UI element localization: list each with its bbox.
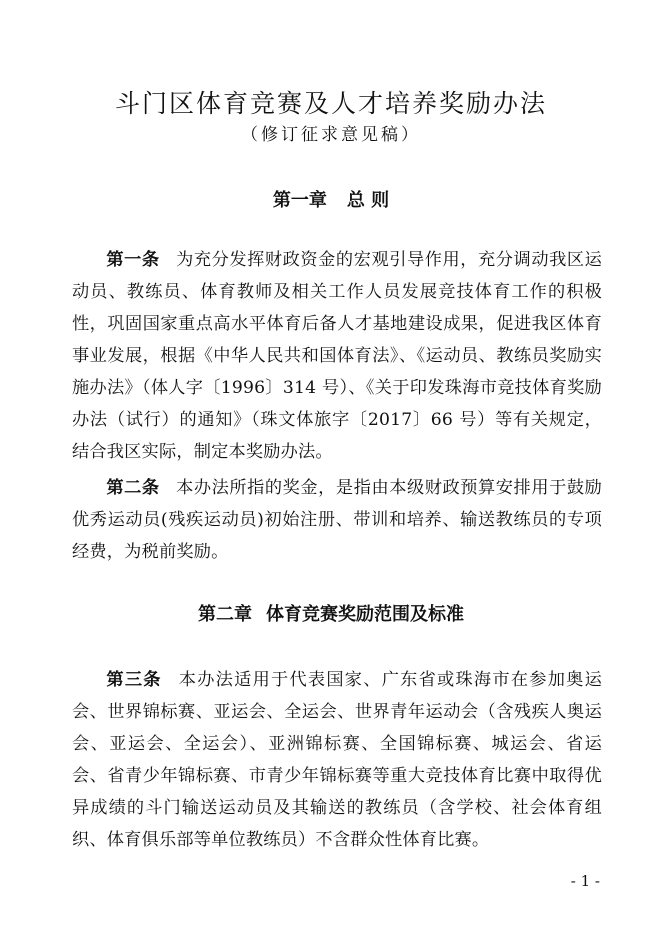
article-label: 第二条 bbox=[106, 478, 160, 498]
article-label: 第三条 bbox=[106, 670, 162, 690]
article-paragraph bbox=[72, 472, 602, 568]
article-text: 本办法所指的奖金，是指由本级财政预算安排用于鼓励优秀运动员(残疾运动员)初始注册、带训和培养、输送教练员的专项经费，为税前奖励。 bbox=[72, 478, 602, 562]
article-label: 第一条 bbox=[106, 250, 160, 270]
article-paragraph bbox=[72, 244, 602, 468]
article-text: 为充分发挥财政资金的宏观引导作用，充分调动我区运动员、教练员、体育教师及相关工作人员发展竞技体育工作的积极性，巩固国家重点高水平体育后备人才基地建设成果，促进我区体育事业发展，根据《中华人民共和国体育法》、《运动员、教练员奖励实施办法》（体人字〔1996〕314 号）、《关于印发珠海市竞技体育奖励办法（试行）的通知》（珠文体旅字〔2017〕66 号）等有关规定，结合我区实际，制定本奖励办法。 bbox=[72, 250, 602, 462]
document-subtitle: （修订征求意见稿） bbox=[241, 125, 421, 145]
page-number: - 1 - bbox=[570, 872, 600, 890]
chapter-number: 第二章 bbox=[198, 604, 252, 625]
chapter-number: 第一章 bbox=[272, 190, 327, 211]
article-text: 本办法适用于代表国家、广东省或珠海市在参加奥运会、世界锦标赛、亚运会、全运会、世界青年运动会（含残疾人奥运会、亚运会、全运会）、亚洲锦标赛、全国锦标赛、城运会、省运会、省青少年锦标赛、市青少年锦标赛等重大竞技体育比赛中取得优异成绩的斗门输送运动员及其输送的教练员（含学校、社会体育组织、体育俱乐部等单位教练员）不含群众性体育比赛。 bbox=[72, 670, 602, 850]
chapter-name: 体育竞赛奖励范围及标准 bbox=[266, 604, 464, 625]
document-title: 斗门区体育竞赛及人才培养奖励办法 bbox=[114, 89, 547, 118]
chapter-heading-1 bbox=[0, 186, 662, 212]
chapter-heading-2 bbox=[0, 600, 662, 626]
article-paragraph bbox=[72, 664, 602, 856]
chapter-name: 总 则 bbox=[346, 190, 390, 211]
